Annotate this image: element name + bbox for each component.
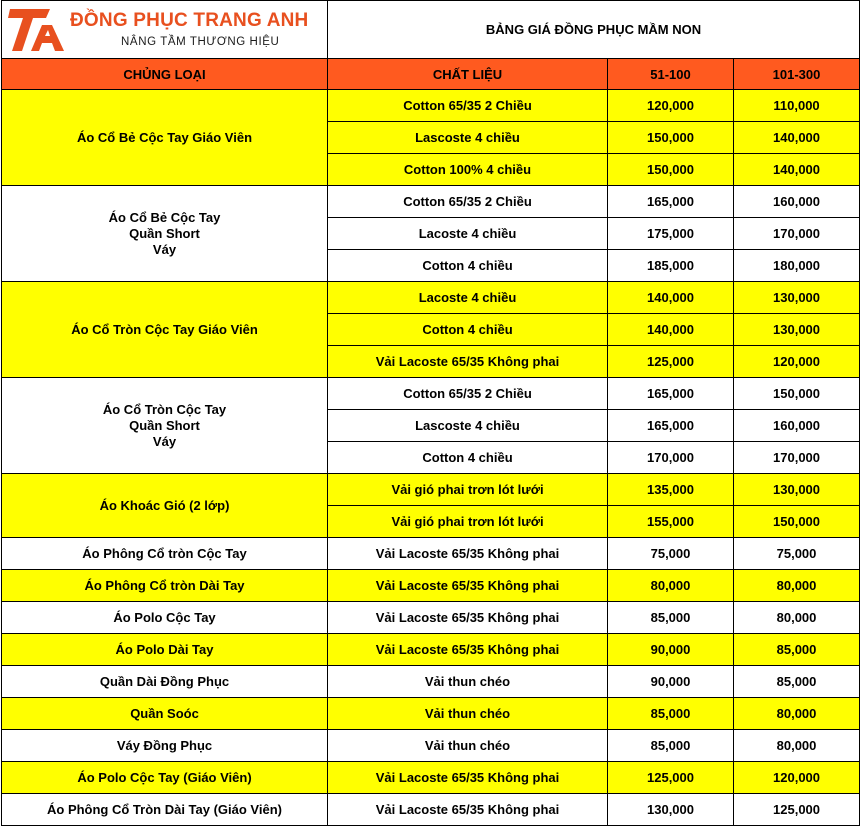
column-header-row xyxy=(2,59,860,90)
material-cell: Vải gió phai trơn lót lưới xyxy=(328,506,608,538)
category-cell xyxy=(2,378,328,474)
category-cell xyxy=(2,602,328,634)
price-51-100-cell: 150,000 xyxy=(608,154,734,186)
material-cell: Cotton 65/35 2 Chiều xyxy=(328,186,608,218)
table-row xyxy=(2,602,860,634)
price-51-100-cell: 185,000 xyxy=(608,250,734,282)
category-label: Áo Polo Cộc Tay xyxy=(113,609,216,625)
material-cell: Vải Lacoste 65/35 Không phai xyxy=(328,634,608,666)
material-cell: Vải thun chéo xyxy=(328,666,608,698)
price-101-300-cell: 130,000 xyxy=(734,314,860,346)
price-101-300-cell: 160,000 xyxy=(734,410,860,442)
price-51-100-cell: 85,000 xyxy=(608,698,734,730)
price-51-100-cell: 140,000 xyxy=(608,282,734,314)
price-101-300-cell: 120,000 xyxy=(734,762,860,794)
category-cell xyxy=(2,762,328,794)
price-101-300-cell: 80,000 xyxy=(734,698,860,730)
price-51-100-cell: 165,000 xyxy=(608,378,734,410)
price-table-body xyxy=(2,1,860,826)
category-cell xyxy=(2,186,328,282)
table-row xyxy=(2,90,860,122)
category-label: Váy xyxy=(152,241,177,257)
price-51-100-cell: 75,000 xyxy=(608,538,734,570)
table-row xyxy=(2,698,860,730)
table-row xyxy=(2,762,860,794)
price-101-300-cell: 160,000 xyxy=(734,186,860,218)
category-label: Quần Short xyxy=(129,225,200,241)
price-51-100-cell: 90,000 xyxy=(608,634,734,666)
brand-slogan: NÂNG TẦM THƯƠNG HIỆU xyxy=(121,35,280,48)
category-label: Áo Khoác Gió (2 lớp) xyxy=(99,497,230,513)
price-51-100-cell: 120,000 xyxy=(608,90,734,122)
material-cell: Cotton 65/35 2 Chiều xyxy=(328,90,608,122)
price-table xyxy=(1,0,860,826)
category-label: Áo Phông Cổ Tròn Dài Tay (Giáo Viên) xyxy=(47,801,282,817)
table-row xyxy=(2,634,860,666)
material-cell: Cotton 4 chiều xyxy=(328,250,608,282)
price-51-100-cell: 150,000 xyxy=(608,122,734,154)
category-label: Váy Đồng Phục xyxy=(116,737,213,753)
material-cell: Vải Lacoste 65/35 Không phai xyxy=(328,602,608,634)
price-51-100-cell: 165,000 xyxy=(608,410,734,442)
price-101-300-cell: 110,000 xyxy=(734,90,860,122)
price-101-300-cell: 150,000 xyxy=(734,378,860,410)
table-row xyxy=(2,474,860,506)
price-101-300-cell: 130,000 xyxy=(734,282,860,314)
category-cell xyxy=(2,698,328,730)
material-cell: Vải Lacoste 65/35 Không phai xyxy=(328,538,608,570)
price-101-300-cell: 170,000 xyxy=(734,218,860,250)
table-row xyxy=(2,570,860,602)
category-cell xyxy=(2,634,328,666)
material-cell: Vải thun chéo xyxy=(328,698,608,730)
category-cell xyxy=(2,538,328,570)
price-51-100-cell: 130,000 xyxy=(608,794,734,826)
category-cell xyxy=(2,794,328,826)
price-101-300-cell: 150,000 xyxy=(734,506,860,538)
category-label: Quần Short xyxy=(129,417,200,433)
table-row xyxy=(2,378,860,410)
price-101-300-cell: 180,000 xyxy=(734,250,860,282)
price-51-100-cell: 90,000 xyxy=(608,666,734,698)
price-51-100-cell: 155,000 xyxy=(608,506,734,538)
material-cell: Vải Lacoste 65/35 Không phai xyxy=(328,346,608,378)
category-cell xyxy=(2,474,328,538)
category-label: Áo Cổ Bẻ Cộc Tay xyxy=(108,209,221,225)
category-cell xyxy=(2,90,328,186)
material-cell: Vải gió phai trơn lót lưới xyxy=(328,474,608,506)
category-label: Áo Cổ Tròn Cộc Tay xyxy=(102,401,227,417)
price-101-300-cell: 85,000 xyxy=(734,666,860,698)
logo xyxy=(2,1,327,58)
table-row xyxy=(2,282,860,314)
price-51-100-cell: 125,000 xyxy=(608,762,734,794)
material-cell: Cotton 4 chiều xyxy=(328,442,608,474)
category-cell xyxy=(2,666,328,698)
price-51-100-cell: 80,000 xyxy=(608,570,734,602)
category-label: Quần Dài Đồng Phục xyxy=(99,673,230,689)
column-header-tier2: 101-300 xyxy=(734,59,860,90)
material-cell: Cotton 65/35 2 Chiều xyxy=(328,378,608,410)
table-row xyxy=(2,730,860,762)
category-label: Quần Soóc xyxy=(130,705,199,721)
material-cell: Lacoste 4 chiều xyxy=(328,282,608,314)
price-101-300-cell: 170,000 xyxy=(734,442,860,474)
table-row xyxy=(2,794,860,826)
category-cell xyxy=(2,282,328,378)
table-row xyxy=(2,666,860,698)
price-51-100-cell: 85,000 xyxy=(608,602,734,634)
price-101-300-cell: 80,000 xyxy=(734,570,860,602)
price-101-300-cell: 85,000 xyxy=(734,634,860,666)
material-cell: Lascoste 4 chiều xyxy=(328,410,608,442)
page-title: BẢNG GIÁ ĐỒNG PHỤC MẦM NON xyxy=(328,1,860,59)
material-cell: Vải Lacoste 65/35 Không phai xyxy=(328,570,608,602)
logo-cell xyxy=(2,1,328,59)
column-header-material: CHẤT LIỆU xyxy=(328,59,608,90)
price-101-300-cell: 80,000 xyxy=(734,730,860,762)
category-label: Áo Phông Cổ tròn Cộc Tay xyxy=(82,545,247,561)
price-101-300-cell: 120,000 xyxy=(734,346,860,378)
category-label: Áo Polo Dài Tay xyxy=(115,641,214,657)
column-header-category: CHỦNG LOẠI xyxy=(2,59,328,90)
table-row xyxy=(2,186,860,218)
material-cell: Lacoste 4 chiều xyxy=(328,218,608,250)
category-label: Áo Cổ Tròn Cộc Tay Giáo Viên xyxy=(71,321,258,337)
category-label: Áo Phông Cổ tròn Dài Tay xyxy=(84,577,245,593)
price-101-300-cell: 140,000 xyxy=(734,122,860,154)
price-51-100-cell: 140,000 xyxy=(608,314,734,346)
price-51-100-cell: 125,000 xyxy=(608,346,734,378)
column-header-tier1: 51-100 xyxy=(608,59,734,90)
material-cell: Lascoste 4 chiều xyxy=(328,122,608,154)
price-101-300-cell: 125,000 xyxy=(734,794,860,826)
category-label: Váy xyxy=(152,433,177,449)
price-101-300-cell: 75,000 xyxy=(734,538,860,570)
price-51-100-cell: 165,000 xyxy=(608,186,734,218)
material-cell: Cotton 4 chiều xyxy=(328,314,608,346)
category-label: Áo Cổ Bẻ Cộc Tay Giáo Viên xyxy=(76,129,253,145)
material-cell: Vải thun chéo xyxy=(328,730,608,762)
material-cell: Vải Lacoste 65/35 Không phai xyxy=(328,762,608,794)
brand-name: ĐỒNG PHỤC TRANG ANH xyxy=(70,9,309,31)
price-51-100-cell: 135,000 xyxy=(608,474,734,506)
material-cell: Cotton 100% 4 chiều xyxy=(328,154,608,186)
category-cell xyxy=(2,730,328,762)
price-101-300-cell: 130,000 xyxy=(734,474,860,506)
header-row xyxy=(2,1,860,59)
material-cell: Vải Lacoste 65/35 Không phai xyxy=(328,794,608,826)
price-101-300-cell: 140,000 xyxy=(734,154,860,186)
price-51-100-cell: 175,000 xyxy=(608,218,734,250)
category-label: Áo Polo Cộc Tay (Giáo Viên) xyxy=(77,769,252,785)
logo-mark-icon xyxy=(8,5,66,55)
category-cell xyxy=(2,570,328,602)
price-51-100-cell: 85,000 xyxy=(608,730,734,762)
table-row xyxy=(2,538,860,570)
price-51-100-cell: 170,000 xyxy=(608,442,734,474)
price-101-300-cell: 80,000 xyxy=(734,602,860,634)
